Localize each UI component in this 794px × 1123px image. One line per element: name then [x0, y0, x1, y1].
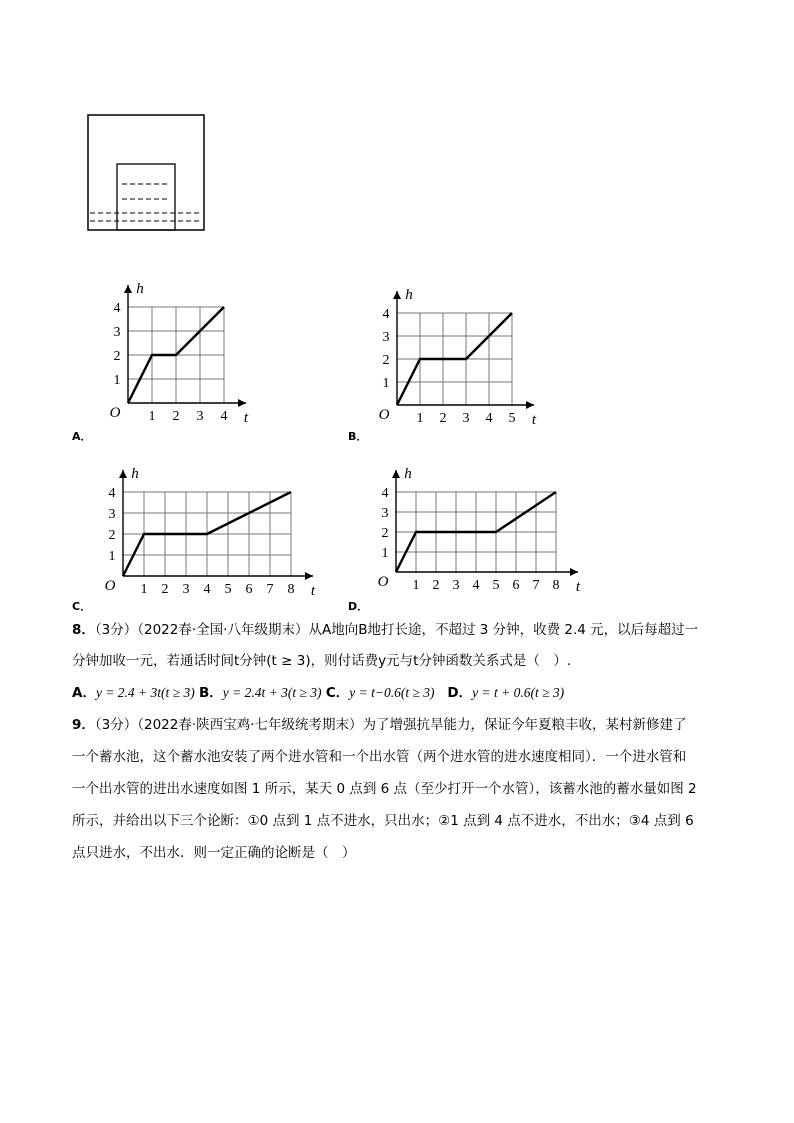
y-tick-label: 2: [381, 526, 389, 541]
x-axis-label: t: [310, 583, 316, 599]
x-axis-label: t: [243, 410, 249, 426]
q8-option-c-label: C．: [325, 685, 350, 701]
q9-number: 9．: [72, 717, 95, 733]
question-9-line3: 一个出水管的进出水速度如图 1 所示，某天 0 点到 6 点（至少打开一个水管），该蓄水池的蓄水量如图 2: [72, 781, 697, 797]
x-tick-label: 1: [148, 409, 156, 424]
q8-option-d: y = t + 0.6(t ≥ 3): [472, 685, 565, 700]
y-tick-label: 3: [381, 506, 389, 521]
x-tick-label: 2: [432, 578, 440, 593]
y-axis-label: h: [131, 466, 139, 482]
graph-option-c: [98, 450, 338, 602]
q8-option-a: y = 2.4 + 3t(t ≥ 3): [95, 685, 195, 700]
graph-option-b: [372, 285, 542, 430]
y-tick-label: 4: [381, 486, 389, 501]
option-d-label: D．: [348, 600, 369, 613]
x-tick-label: 5: [492, 578, 500, 593]
x-tick-label: 8: [287, 582, 295, 597]
x-tick-label: 4: [203, 582, 211, 597]
y-tick-label: 2: [382, 353, 390, 368]
y-axis-arrow: [119, 470, 127, 478]
question-9-line4: 所示，并给出以下三个论断：①0 点到 1 点不进水，只出水；②1 点到 4 点不进水，不出水；③4 点到 6: [72, 813, 694, 829]
inner-vessel: [117, 164, 175, 230]
q8-option-b-label: B．: [199, 685, 223, 701]
q8-option-d-label: D．: [447, 685, 473, 701]
q8-option-b: y = 2.4t + 3(t ≥ 3): [222, 685, 322, 700]
y-tick-label: 4: [382, 307, 390, 322]
y-tick-label: 3: [108, 507, 116, 522]
y-axis-label: h: [405, 287, 413, 303]
x-tick-label: 2: [439, 411, 447, 426]
q8-source: （2022春·全国·八年级期末）: [137, 622, 309, 638]
y-axis-arrow: [392, 470, 400, 478]
y-tick-label: 4: [108, 486, 116, 501]
y-tick-label: 2: [108, 528, 116, 543]
question-8-line2: 分钟加收一元，若通话时间t分钟(t ≥ 3)，则付话费y元与t分钟函数关系式是（ ）.: [72, 653, 572, 669]
y-tick-label: 3: [113, 325, 121, 340]
x-tick-label: 7: [532, 578, 540, 593]
x-axis-label: t: [531, 412, 537, 428]
graph-option-d: [366, 450, 606, 602]
x-axis-arrow: [238, 399, 246, 407]
x-tick-label: 4: [472, 578, 480, 593]
y-tick-label: 3: [382, 330, 390, 345]
option-c-label: C．: [72, 600, 92, 613]
origin-label: O: [109, 405, 121, 421]
x-tick-label: 2: [161, 582, 169, 597]
y-tick-label: 1: [113, 373, 121, 388]
question-8-options: [72, 683, 564, 703]
x-tick-label: 6: [512, 578, 520, 593]
q8-score: （3分）: [94, 622, 138, 638]
question-9-line2: 一个蓄水池，这个蓄水池安装了两个进水管和一个出水管（两个进水管的进水速度相同）．一个进水管和: [72, 749, 687, 765]
y-tick-label: 1: [382, 376, 390, 391]
origin-label: O: [104, 578, 116, 594]
y-axis-label: h: [136, 281, 144, 297]
x-axis-label: t: [575, 579, 581, 595]
q8-number: 8．: [72, 622, 95, 638]
question-9-line5: 点只进水，不出水．则一定正确的论断是（ ）: [72, 845, 356, 861]
x-tick-label: 7: [266, 582, 274, 597]
x-tick-label: 3: [182, 582, 190, 597]
graph-option-a: [100, 280, 270, 430]
x-tick-label: 4: [485, 411, 493, 426]
q8-text: 从A地向B地打长途，不超过 3 分钟，收费 2.4 元，以后每超过一: [308, 622, 699, 638]
x-axis-arrow: [305, 572, 313, 580]
origin-label: O: [377, 574, 389, 590]
option-b-label: B．: [348, 430, 368, 443]
y-tick-label: 4: [113, 301, 121, 316]
x-tick-label: 1: [140, 582, 148, 597]
q9-text: 为了增强抗旱能力，保证今年夏粮丰收，某村新修建了: [362, 717, 687, 733]
y-tick-label: 2: [113, 349, 121, 364]
y-tick-label: 1: [381, 546, 389, 561]
question-8-line1: [72, 620, 698, 640]
x-tick-label: 2: [172, 409, 180, 424]
x-tick-label: 5: [224, 582, 232, 597]
x-tick-label: 4: [220, 409, 228, 424]
y-axis-arrow: [393, 291, 401, 299]
origin-label: O: [378, 407, 390, 423]
x-tick-label: 3: [452, 578, 460, 593]
x-tick-label: 3: [462, 411, 470, 426]
q9-score: （3分）: [94, 717, 138, 733]
y-tick-label: 1: [108, 549, 116, 564]
y-axis-label: h: [404, 466, 412, 482]
container-diagram: [86, 113, 208, 233]
x-axis-arrow: [526, 401, 534, 409]
option-a-label: A．: [72, 430, 92, 443]
q8-option-a-label: A．: [72, 685, 96, 701]
x-tick-label: 1: [412, 578, 420, 593]
q8-option-c: y = t−0.6(t ≥ 3): [349, 685, 435, 700]
x-tick-label: 1: [416, 411, 424, 426]
x-tick-label: 8: [552, 578, 560, 593]
x-axis-arrow: [570, 568, 578, 576]
question-9-line1: [72, 715, 686, 735]
x-tick-label: 3: [196, 409, 204, 424]
x-tick-label: 6: [245, 582, 253, 597]
x-tick-label: 5: [508, 411, 516, 426]
y-axis-arrow: [124, 285, 132, 293]
q9-source: （2022春·陕西宝鸡·七年级统考期末）: [137, 717, 363, 733]
